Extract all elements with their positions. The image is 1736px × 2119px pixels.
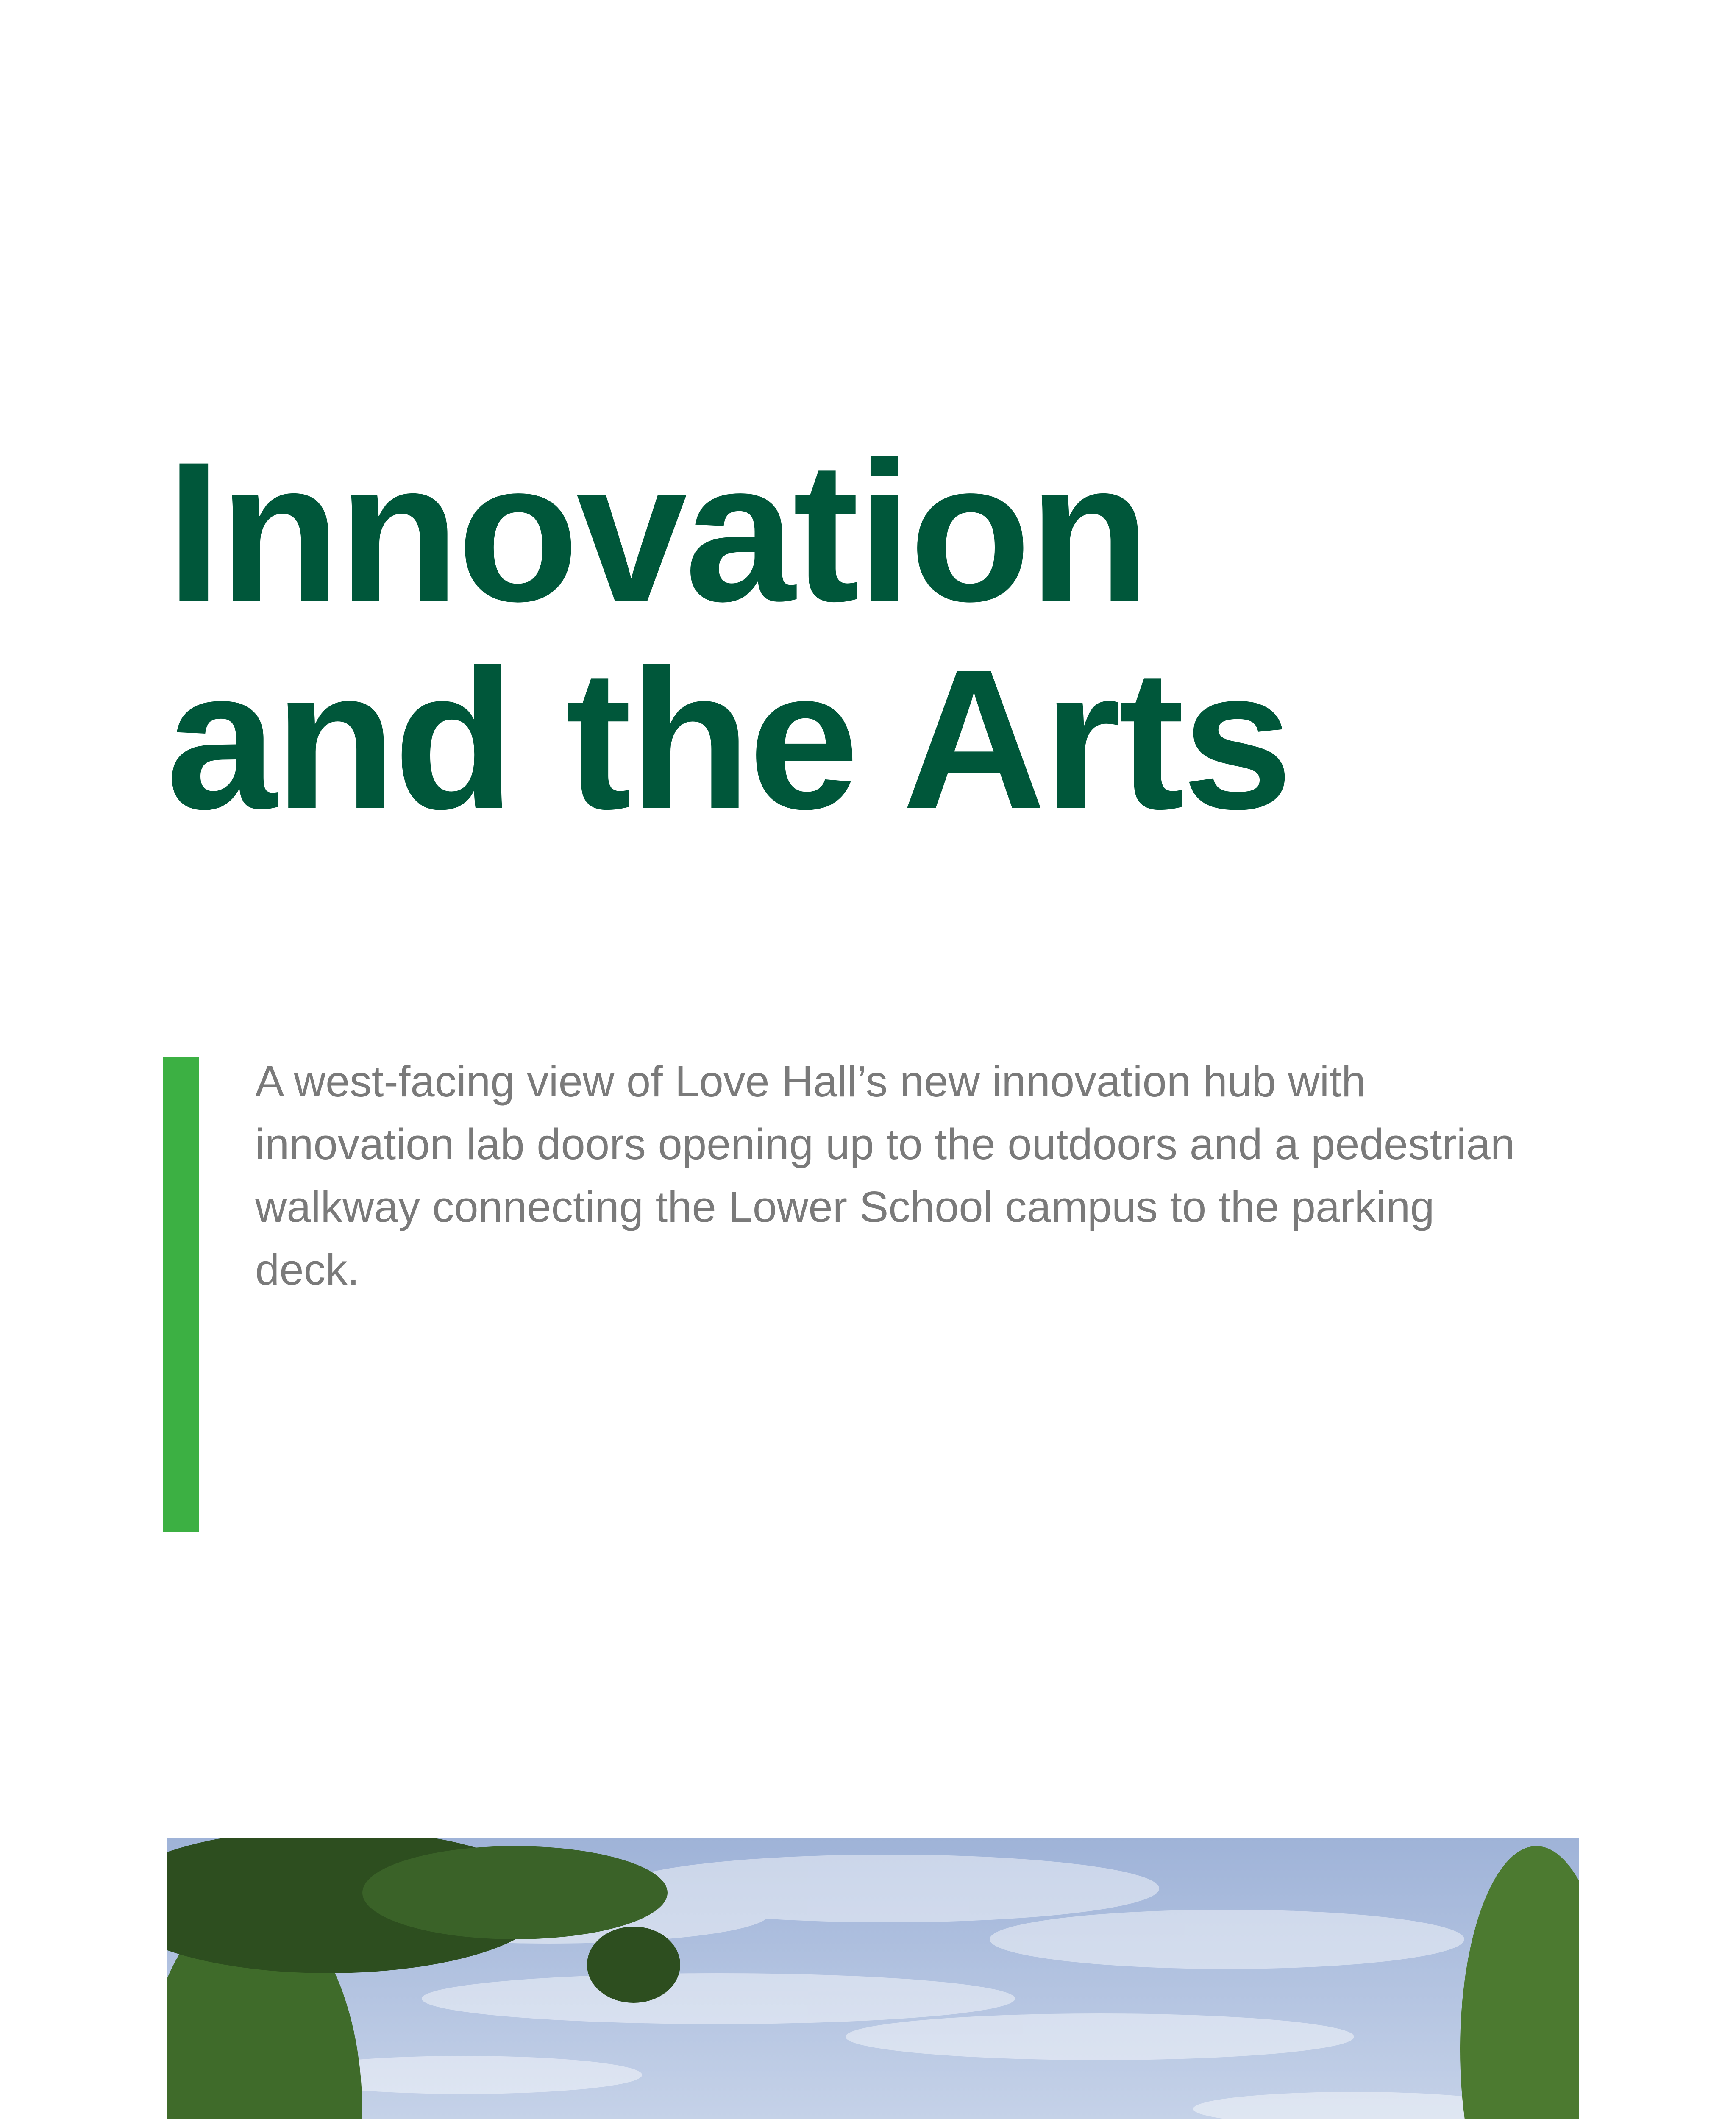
image-caption: A west-facing view of Love Hall’s new innovation hub with innovation lab doors opening up to the outdoors and a pedestrian walkway connecting the Lower School campus to the parking deck. [255,1057,1515,1294]
title-line-2: and the Arts [166,628,1291,851]
building-rendering-image [167,1838,1579,2119]
title-line-1: Innovation [166,420,1148,643]
rendering-illustration [167,1838,1579,2119]
caption-accent-bar [163,1057,199,1532]
page-title [166,420,1291,851]
